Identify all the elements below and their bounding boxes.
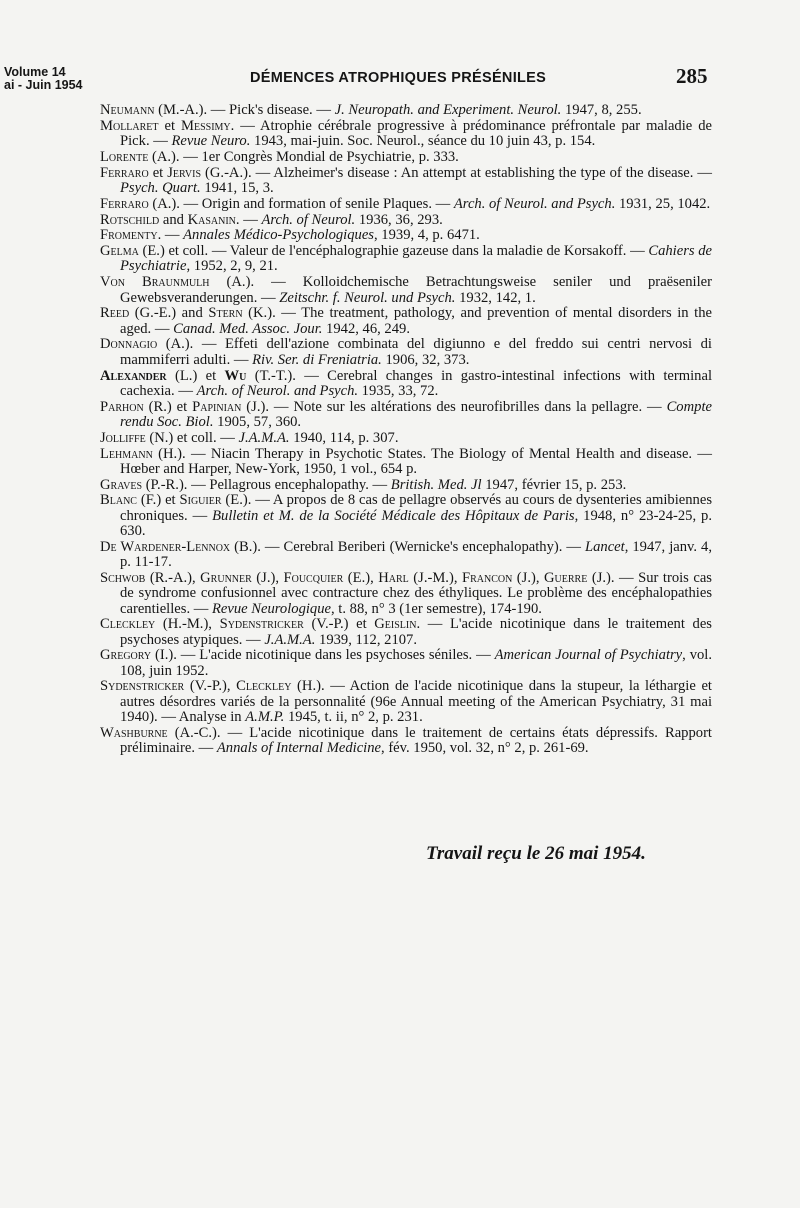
author-name: Jervis	[167, 164, 202, 181]
source-title: Annales Médico-Psychologiques	[183, 227, 374, 244]
source-title: Revue Neurologique	[211, 600, 331, 617]
volume-number: Volume 14	[4, 65, 66, 79]
reference-item: Donnagio (A.). — Effeti dell'azione combinata del digiunno e del freddo sui centri nervosi di mammiferri adulti. — Riv. Ser. di Freniatria. 1906, 32, 373.	[100, 336, 712, 368]
reference-item: Reed (G.-E.) and Stern (K.). — The treatment, pathology, and prevention of mental disorders in the aged. — Canad. Med. Assoc. Jour. 1942, 46, 249.	[100, 305, 712, 337]
reference-item: Von Braunmulh (A.). — Kolloidchemische Betrachtungsweise seniler und praëseniler Gewebsveranderungen. — Zeitschr. f. Neurol. und Psych. 1932, 142, 1.	[100, 274, 712, 306]
author-name: Sydenstricker	[100, 678, 185, 695]
page-number: 285	[676, 64, 708, 88]
author-name: Siguier	[179, 492, 222, 509]
author-name: Mollaret	[100, 117, 159, 134]
author-name: Wu	[224, 367, 247, 384]
reference-item: Rotschild and Kasanin. — Arch. of Neurol. 1936, 36, 293.	[100, 211, 443, 228]
author-name: Gregory	[100, 647, 152, 664]
reference-item: Mollaret et Messimy. — Atrophie cérébrale progressive à prédominance préfrontale par maladie de Pick. — Revue Neuro. 1943, mai-juin. Soc. Neurol., séance du 10 juin 43, p. 154.	[100, 117, 712, 150]
author-name: Alexander	[100, 367, 167, 384]
reference-item: Cleckley (H.-M.), Sydenstricker (V.-P.) et Geislin. — L'acide nicotinique dans le traitement des psychoses atypiques. — J.A.M.A. 1939, 112, 2107.	[100, 616, 712, 648]
author-name: Parhon	[100, 398, 144, 415]
author-name: Ferraro	[100, 164, 149, 181]
source-title: Arch. of Neurol. and Psych.	[196, 382, 359, 399]
reference-list	[100, 103, 712, 757]
reference-item: Washburne (A.-C.). — L'acide nicotinique dans le traitement de certains états dépressifs. Rapport préliminaire. — Annals of Internal Medicine, fév. 1950, vol. 32, n° 2, p. 261-69.	[100, 724, 712, 757]
author-name: Rotschild	[100, 211, 160, 228]
author-name: Harl	[378, 569, 409, 586]
author-name: Reed	[100, 305, 130, 322]
source-title: A.M.P.	[245, 709, 285, 726]
reference-item: Parhon (R.) et Papinian (J.). — Note sur les altérations des neurofibrilles dans la pellagre. — Compte rendu Soc. Biol. 1905, 57, 360.	[100, 398, 712, 430]
author-name: Jolliffe	[100, 429, 146, 446]
received-date: Travail reçu le 26 mai 1954.	[426, 843, 646, 864]
reference-item: Ferraro (A.). — Origin and formation of senile Plaques. — Arch. of Neurol. and Psych. 1931, 25, 1042.	[100, 195, 711, 212]
source-title: Cahiers de Psychiatrie	[120, 243, 712, 275]
running-title: DÉMENCES ATROPHIQUES PRÉSÉNILES	[250, 70, 547, 86]
author-name: Donnagio	[100, 336, 158, 353]
author-name: Blanc	[100, 492, 137, 509]
issue-date: ai - Juin 1954	[4, 78, 83, 92]
reference-item: Sydenstricker (V.-P.), Cleckley (H.). — Action de l'acide nicotinique dans la stupeur, la léthargie et autres désordres variés de la personnalité (96e Annual meeting of the American Psychiatry, 31 mai 1940). — Analyse in A.M.P. 1945, t. ii, n° 2, p. 231.	[100, 678, 712, 726]
reference-item: Alexander (L.) et Wu (T.-T.). — Cerebral changes in gastro-intestinal infections with terminal cachexia. — Arch. of Neurol. and Psych. 1935, 33, 72.	[100, 367, 712, 399]
reference-item: De Wardener-Lennox (B.). — Cerebral Beriberi (Wernicke's encephalopathy). — Lancet, 1947, janv. 4, p. 11-17.	[100, 538, 712, 571]
reference-item: Lorente (A.). — 1er Congrès Mondial de Psychiatrie, p. 333.	[100, 148, 459, 165]
reference-item: Neumann (M.-A.). — Pick's disease. — J. Neuropath. and Experiment. Neurol. 1947, 8, 255.	[100, 102, 642, 118]
source-title: Compte rendu Soc. Biol.	[120, 398, 712, 430]
author-name: Geislin	[374, 616, 417, 633]
source-title: J.A.M.A.	[264, 631, 316, 648]
author-name: Graves	[100, 476, 143, 493]
author-name: Kasanin	[187, 211, 236, 228]
author-name: Gelma	[100, 243, 139, 260]
source-title: Revue Neuro.	[171, 133, 251, 150]
author-name: Cleckley	[100, 616, 156, 633]
author-name: Guerre	[544, 569, 588, 586]
source-title: Bulletin et M. de la Société Médicale des Hôpitaux de Paris	[212, 507, 575, 524]
reference-item: Gelma (E.) et coll. — Valeur de l'encéphalographie gazeuse dans la maladie de Korsakoff. — Cahiers de Psychiatrie, 1952, 2, 9, 21.	[100, 243, 712, 275]
source-title: Zeitschr. f. Neurol. und Psych.	[279, 289, 456, 306]
author-name: Washburne	[100, 724, 168, 741]
author-name: Von Braunmulh	[100, 274, 210, 291]
author-name: Sydenstricker	[219, 616, 304, 633]
reference-item: Graves (P.-R.). — Pellagrous encephalopathy. — British. Med. Jl 1947, février 15, p. 253.	[100, 476, 627, 493]
source-title: American Journal of Psychiatry	[494, 647, 683, 664]
source-title: J.A.M.A.	[238, 429, 290, 446]
author-name: Cleckley	[236, 678, 292, 695]
reference-item: Blanc (F.) et Siguier (E.). — A propos de 8 cas de pellagre observés au cours de dysenteries amibiennes chroniques. — Bulletin et M. de la Société Médicale des Hôpitaux de Paris, 1948, n° 23-24-25, p. 630.	[100, 492, 712, 540]
author-name: Stern	[208, 305, 243, 322]
author-name: Foucquier	[283, 569, 344, 586]
source-title: Lancet	[584, 538, 625, 555]
volume-info	[4, 66, 83, 92]
author-name: Fromenty	[100, 227, 158, 244]
reference-item: Ferraro et Jervis (G.-A.). — Alzheimer's disease : An attempt at establishing the type of the disease. — Psych. Quart. 1941, 15, 3.	[100, 164, 712, 196]
reference-item: Gregory (I.). — L'acide nicotinique dans les psychoses séniles. — American Journal of Psychiatry, vol. 108, juin 1952.	[100, 647, 713, 679]
author-name: Lorente	[100, 148, 149, 165]
author-name: Francon	[461, 569, 513, 586]
author-name: Ferraro	[100, 195, 149, 212]
source-title: Arch. of Neurol. and Psych.	[453, 195, 616, 212]
reference-item: Schwob (R.-A.), Grunner (J.), Foucquier (E.), Harl (J.-M.), Francon (J.), Guerre (J.). — Sur trois cas de syndrome confusionnel avec contracture chez des éthyliques. Le problème des encéphalopathies carentielles. — Revue Neurologique, t. 88, n° 3 (1er semestre), 174-190.	[100, 569, 712, 617]
source-title: Annals of Internal Medicine	[216, 740, 382, 757]
author-name: Grunner	[200, 569, 252, 586]
reference-item: Fromenty. — Annales Médico-Psychologiques, 1939, 4, p. 6471.	[100, 227, 480, 244]
author-name: Schwob	[100, 569, 146, 586]
author-name: De Wardener-Lennox	[100, 538, 231, 555]
author-name: Lehmann	[100, 445, 153, 462]
reference-item: Lehmann (H.). — Niacin Therapy in Psychotic States. The Biology of Mental Health and disease. — Hœber and Harper, New-York, 1950, 1 vol., 654 p.	[100, 445, 712, 477]
source-title: Riv. Ser. di Freniatria.	[252, 351, 382, 368]
source-title: J. Neuropath. and Experiment. Neurol.	[334, 102, 562, 118]
reference-item: Jolliffe (N.) et coll. — J.A.M.A. 1940, 114, p. 307.	[100, 429, 399, 446]
author-name: Messimy	[180, 117, 231, 134]
source-title: Psych. Quart.	[120, 179, 201, 196]
source-title: Canad. Med. Assoc. Jour.	[173, 320, 323, 337]
author-name: Papinian	[192, 398, 242, 415]
source-title: British. Med. Jl	[390, 476, 482, 493]
source-title: Arch. of Neurol.	[261, 211, 356, 228]
author-name: Neumann	[100, 102, 155, 118]
